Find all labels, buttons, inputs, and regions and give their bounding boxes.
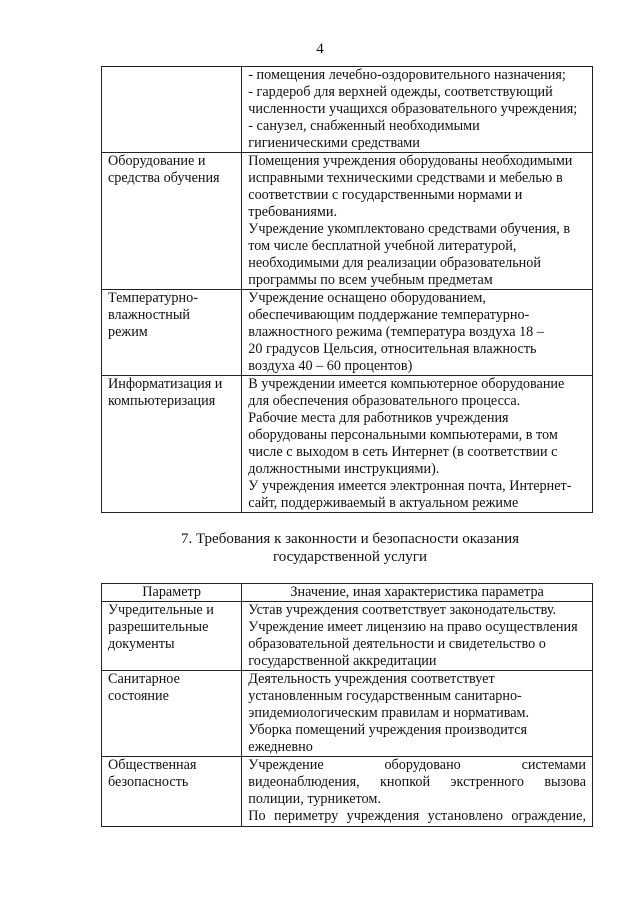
value-cell (242, 153, 593, 290)
text-line: влажностного режима (температура воздуха 18 – (248, 324, 544, 340)
text-line: необходимыми для реализации образовательной (248, 255, 541, 271)
text-line: В учреждении имеется компьютерное оборудование (248, 376, 565, 392)
text-line: требованиями. (248, 204, 337, 220)
column-header-value: Значение, иная характеристика параметра (242, 584, 593, 602)
param-cell (102, 376, 242, 513)
text-line: соответствии с государственными нормами и (248, 187, 523, 203)
text-line: Учреждение укомплектовано средствами обучения, в (248, 221, 571, 237)
param-line: средства обучения (108, 170, 220, 186)
param-line: Общественная (108, 757, 197, 773)
text-line: Учреждение имеет лицензию на право осуществления (248, 619, 578, 635)
value-cell (242, 290, 593, 376)
text-line: - помещения лечебно-оздоровительного назначения; (248, 67, 566, 83)
text-line: том числе бесплатной учебной литературой, (248, 238, 517, 254)
text-line: сайт, поддерживаемый в актуальном режиме (248, 495, 519, 511)
requirements-table-continued (101, 66, 593, 513)
table-header-row (102, 584, 593, 602)
text-line: видеонаблюдения, кнопкой экстренного вызова (248, 774, 586, 790)
param-line: Санитарное (108, 671, 180, 687)
param-line: влажностный (108, 307, 190, 323)
table-row (102, 757, 593, 827)
text-line: оборудованы персональными компьютерами, в том (248, 427, 558, 443)
table-row (102, 376, 593, 513)
section-title-line: государственной услуги (273, 549, 427, 565)
param-cell (102, 602, 242, 671)
column-header-param: Параметр (102, 584, 242, 602)
text-line: У учреждения имеется электронная почта, Интернет- (248, 478, 572, 494)
table-row (102, 153, 593, 290)
param-line: режим (108, 324, 148, 340)
text-line: 20 градусов Цельсия, относительная влажность (248, 341, 537, 357)
text-line: Устав учреждения соответствует законодательству. (248, 602, 557, 618)
text-line: Помещения учреждения оборудованы необходимыми (248, 153, 573, 169)
text-line: полиции, турникетом. (248, 791, 381, 807)
param-cell (102, 153, 242, 290)
value-cell (242, 671, 593, 757)
param-cell (102, 671, 242, 757)
text-line: числе с выходом в сеть Интернет (в соответствии с (248, 444, 558, 460)
text-line: - гардероб для верхней одежды, соответствующий (248, 84, 553, 100)
text-line: Учреждение оснащено оборудованием, (248, 290, 486, 306)
text-line: эпидемиологическим правилам и нормативам. (248, 705, 530, 721)
section-title (120, 530, 580, 566)
param-cell (102, 290, 242, 376)
text-line: По периметру учреждения установлено ограждение, (248, 808, 586, 824)
text-line: Деятельность учреждения соответствует (248, 671, 495, 687)
value-cell (242, 376, 593, 513)
table-row (102, 602, 593, 671)
text-line: государственной аккредитации (248, 653, 437, 669)
text-line: гигиеническими средствами (248, 135, 420, 151)
param-line: состояние (108, 688, 169, 704)
table-row (102, 290, 593, 376)
param-line: компьютеризация (108, 393, 216, 409)
table-row (102, 671, 593, 757)
table-row (102, 67, 593, 153)
text-line: программы по всем учебным предметам (248, 272, 493, 288)
param-line: Информатизация и (108, 376, 223, 392)
text-line: образовательной деятельности и свидетельство о (248, 636, 546, 652)
value-cell (242, 757, 593, 827)
param-line: Температурно- (108, 290, 198, 306)
param-line: Учредительные и (108, 602, 214, 618)
param-line: безопасность (108, 774, 189, 790)
text-line: воздуха 40 – 60 процентов) (248, 358, 413, 374)
value-cell (242, 67, 593, 153)
text-line: численности учащихся образовательного учреждения; (248, 101, 578, 117)
page-number: 4 (316, 41, 324, 57)
param-line: документы (108, 636, 175, 652)
text-line: Уборка помещений учреждения производится (248, 722, 528, 738)
text-line: установленным государственным санитарно- (248, 688, 522, 704)
legality-safety-table (101, 583, 593, 827)
param-cell (102, 67, 242, 153)
text-line: Учреждение оборудовано системами (248, 757, 586, 773)
text-line: исправными техническими средствами и мебелью в (248, 170, 563, 186)
text-line: ежедневно (248, 739, 313, 755)
value-cell (242, 602, 593, 671)
text-line: обеспечивающим поддержание температурно- (248, 307, 530, 323)
text-line: должностными инструкциями). (248, 461, 440, 477)
text-line: Рабочие места для работников учреждения (248, 410, 509, 426)
param-line: разрешительные (108, 619, 209, 635)
section-title-line: 7. Требования к законности и безопасности оказания (180, 531, 520, 547)
param-line: Оборудование и (108, 153, 206, 169)
param-cell (102, 757, 242, 827)
text-line: для обеспечения образовательного процесса. (248, 393, 521, 409)
text-line: - санузел, снабженный необходимыми (248, 118, 480, 134)
